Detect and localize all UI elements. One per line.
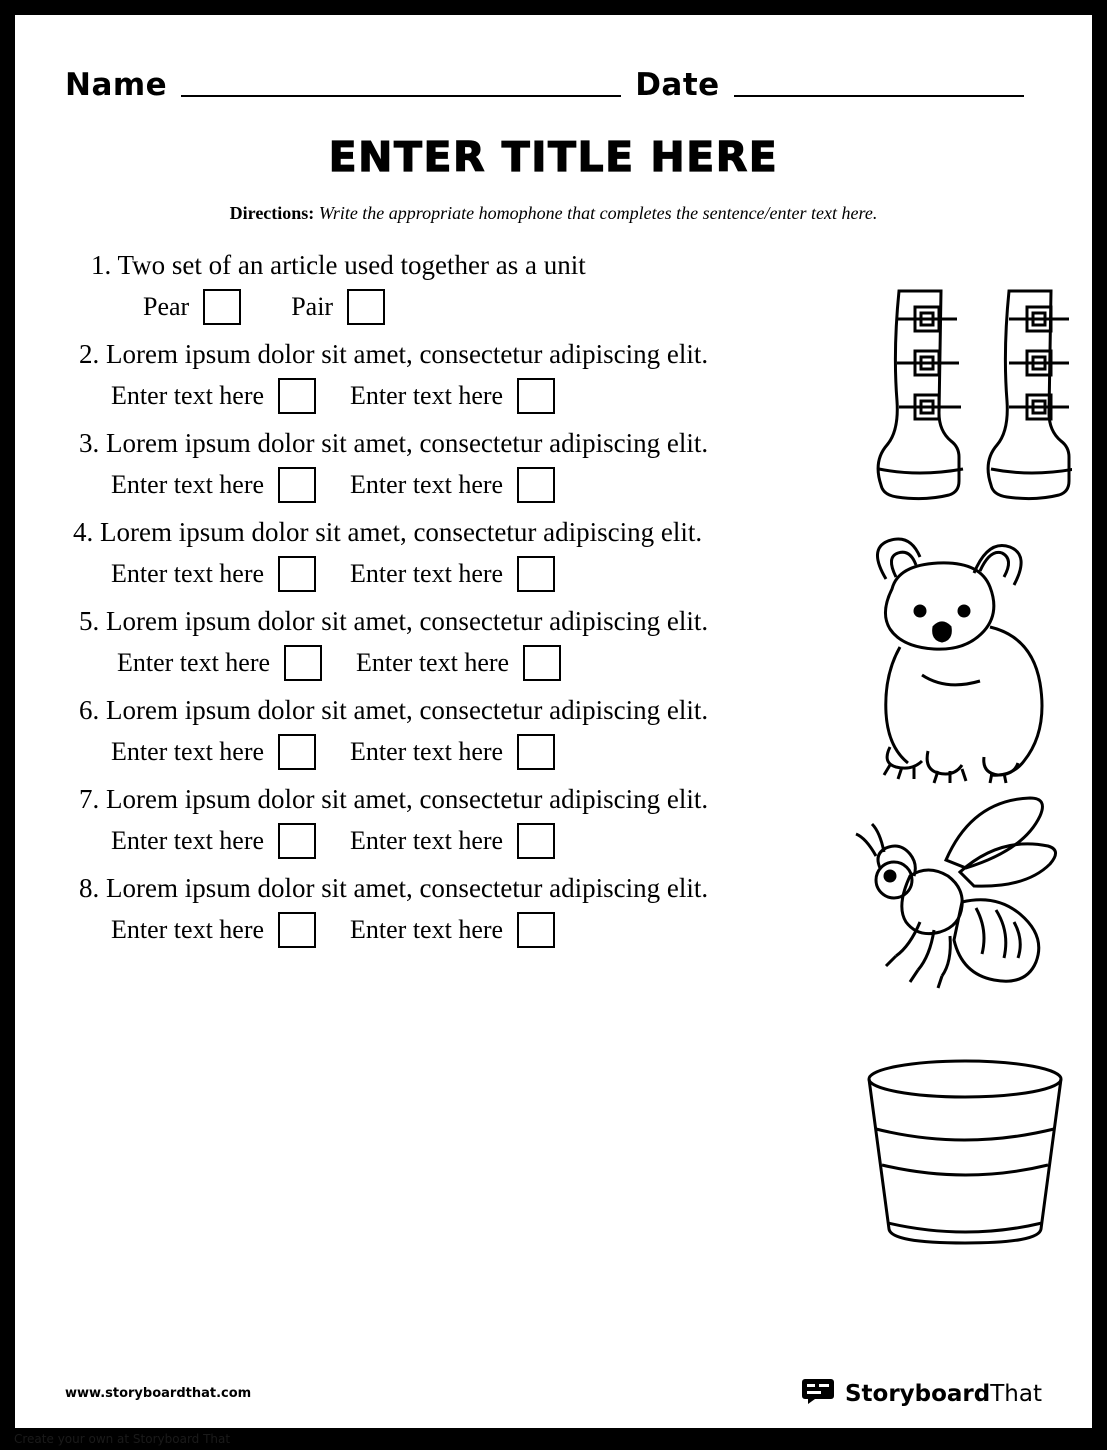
answer-option xyxy=(117,645,322,681)
answer-label[interactable]: Enter text here xyxy=(350,737,504,767)
question-text xyxy=(65,873,1042,904)
question-item xyxy=(65,339,1042,414)
question-text xyxy=(65,784,1042,815)
answer-label[interactable]: Enter text here xyxy=(111,826,265,856)
question-prompt[interactable]: Lorem ipsum dolor sit amet, consectetur adipiscing elit. xyxy=(100,517,703,548)
answer-label[interactable]: Enter text here xyxy=(111,915,265,945)
answer-checkbox[interactable] xyxy=(347,289,385,325)
footer xyxy=(65,1378,1042,1409)
answer-checkbox[interactable] xyxy=(517,734,555,770)
answer-checkbox[interactable] xyxy=(278,823,316,859)
question-text xyxy=(65,428,1042,459)
answer-checkbox[interactable] xyxy=(284,645,322,681)
speech-bubble-icon xyxy=(801,1378,835,1409)
answer-row xyxy=(65,556,1042,592)
question-item xyxy=(65,606,1042,681)
question-number: 5. xyxy=(79,606,100,637)
answer-option xyxy=(350,823,555,859)
answer-checkbox[interactable] xyxy=(203,289,241,325)
answer-checkbox[interactable] xyxy=(517,378,555,414)
question-prompt[interactable]: Lorem ipsum dolor sit amet, consectetur adipiscing elit. xyxy=(106,695,709,726)
question-prompt[interactable]: Lorem ipsum dolor sit amet, consectetur adipiscing elit. xyxy=(106,428,709,459)
question-text xyxy=(65,695,1042,726)
answer-label[interactable]: Enter text here xyxy=(350,915,504,945)
answer-label[interactable]: Enter text here xyxy=(350,826,504,856)
answer-option xyxy=(111,467,316,503)
answer-option xyxy=(350,467,555,503)
question-item xyxy=(65,695,1042,770)
answer-label[interactable]: Enter text here xyxy=(350,559,504,589)
answer-label[interactable]: Enter text here xyxy=(350,470,504,500)
answer-checkbox[interactable] xyxy=(278,378,316,414)
brand-text xyxy=(845,1381,1042,1407)
answer-checkbox[interactable] xyxy=(278,734,316,770)
question-number: 6. xyxy=(79,695,100,726)
answer-row xyxy=(65,289,1042,325)
brand-text-first: Storyboard xyxy=(844,1380,991,1407)
answer-label[interactable]: Enter text here xyxy=(111,470,265,500)
answer-label[interactable]: Enter text here xyxy=(111,737,265,767)
date-write-line[interactable] xyxy=(734,95,1024,97)
answer-label[interactable]: Enter text here xyxy=(111,381,265,411)
answer-option xyxy=(111,734,316,770)
answer-checkbox[interactable] xyxy=(278,912,316,948)
brand-text-second: That xyxy=(990,1380,1042,1407)
bottom-strip: Create your own at Storyboard That xyxy=(0,1428,1107,1450)
directions-text[interactable]: Write the appropriate homophone that completes the sentence/enter text here. xyxy=(314,203,878,223)
question-prompt[interactable]: Two set of an article used together as a unit xyxy=(117,250,586,280)
question-item xyxy=(65,428,1042,503)
answer-checkbox[interactable] xyxy=(517,823,555,859)
question-prompt[interactable]: Lorem ipsum dolor sit amet, consectetur adipiscing elit. xyxy=(106,339,709,370)
answer-option xyxy=(111,823,316,859)
page-title[interactable]: ENTER TITLE HERE xyxy=(328,133,779,181)
question-number: 1. xyxy=(91,250,112,280)
question-number: 3. xyxy=(79,428,100,459)
answer-row xyxy=(65,467,1042,503)
question-number: 7. xyxy=(79,784,100,815)
answer-label[interactable]: Enter text here xyxy=(111,559,265,589)
question-prompt[interactable]: Lorem ipsum dolor sit amet, consectetur adipiscing elit. xyxy=(106,784,709,815)
question-list xyxy=(65,250,1042,948)
answer-option xyxy=(291,289,385,325)
answer-row xyxy=(65,378,1042,414)
answer-option xyxy=(356,645,561,681)
answer-option xyxy=(143,289,241,325)
answer-row xyxy=(65,645,1042,681)
answer-checkbox[interactable] xyxy=(517,556,555,592)
answer-label[interactable]: Enter text here xyxy=(117,648,271,678)
question-text xyxy=(65,250,1042,281)
question-item xyxy=(65,784,1042,859)
answer-option xyxy=(350,378,555,414)
answer-label[interactable]: Enter text here xyxy=(356,648,510,678)
name-label: Name xyxy=(65,67,168,103)
answer-label[interactable]: Enter text here xyxy=(350,381,504,411)
answer-option xyxy=(350,556,555,592)
answer-checkbox[interactable] xyxy=(523,645,561,681)
question-text xyxy=(65,339,1042,370)
answer-checkbox[interactable] xyxy=(278,556,316,592)
question-number: 4. xyxy=(73,517,94,548)
answer-checkbox[interactable] xyxy=(517,912,555,948)
name-write-line[interactable] xyxy=(181,95,621,97)
directions-label: Directions: xyxy=(229,203,315,223)
answer-row xyxy=(65,912,1042,948)
footer-url[interactable]: www.storyboardthat.com xyxy=(65,1386,252,1401)
answer-label[interactable]: Pair xyxy=(291,292,334,322)
question-prompt[interactable]: Lorem ipsum dolor sit amet, consectetur adipiscing elit. xyxy=(106,873,709,904)
answer-option xyxy=(111,912,316,948)
question-text xyxy=(65,517,1042,548)
bucket-illustration xyxy=(862,1055,1068,1260)
directions xyxy=(65,203,1042,224)
answer-checkbox[interactable] xyxy=(278,467,316,503)
answer-checkbox[interactable] xyxy=(517,467,555,503)
question-item xyxy=(65,250,1042,325)
question-number: 2. xyxy=(79,339,100,370)
answer-option xyxy=(111,378,316,414)
answer-row xyxy=(65,823,1042,859)
answer-option xyxy=(111,556,316,592)
question-text xyxy=(65,606,1042,637)
question-number: 8. xyxy=(79,873,100,904)
date-label: Date xyxy=(635,67,720,103)
question-item xyxy=(65,517,1042,592)
answer-row xyxy=(65,734,1042,770)
worksheet-sheet xyxy=(12,12,1095,1438)
answer-option xyxy=(350,912,555,948)
answer-label[interactable]: Pear xyxy=(143,292,190,322)
brand-logo[interactable] xyxy=(801,1378,1042,1409)
student-header xyxy=(65,59,1042,105)
question-prompt[interactable]: Lorem ipsum dolor sit amet, consectetur adipiscing elit. xyxy=(106,606,709,637)
answer-option xyxy=(350,734,555,770)
question-item xyxy=(65,873,1042,948)
